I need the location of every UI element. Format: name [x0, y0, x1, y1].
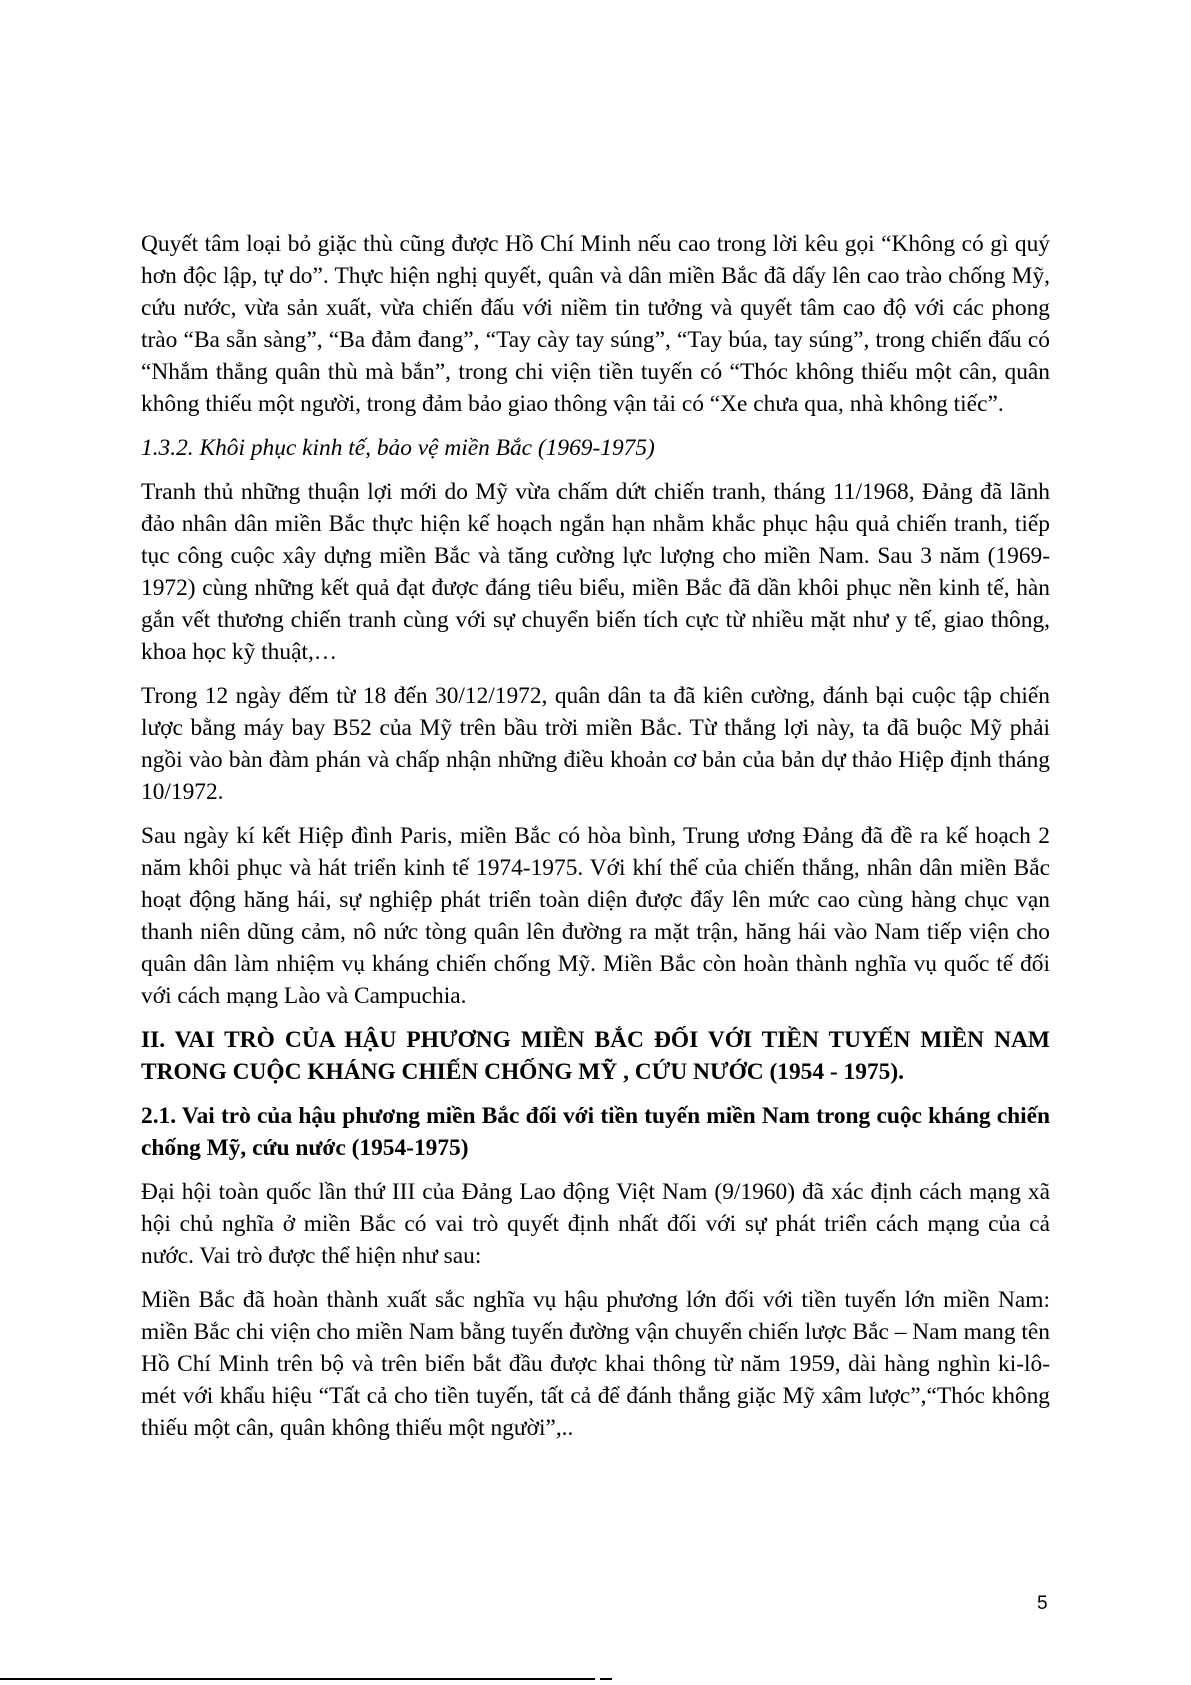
body-paragraph: Đại hội toàn quốc lần thứ III của Đảng Lao động Việt Nam (9/1960) đã xác định cách mạng xã hội chủ nghĩa ở miền Bắc có vai trò quyết định nhất đối với sự phát triển cách mạng của cả nước. Vai trò được thể hiện như sau:: [141, 1179, 1050, 1269]
body-paragraph: Tranh thủ những thuận lợi mới do Mỹ vừa chấm dứt chiến tranh, tháng 11/1968, Đảng đã lãnh đảo nhân dân miền Bắc thực hiện kế hoạch ngắn hạn nhằm khắc phục hậu quả chiến tranh, tiếp tục công cuộc xây dựng miền Bắc và tăng cường lực lượng cho miền Nam. Sau 3 năm (1969-1972) cùng những kết quả đạt được đáng tiêu biểu, miền Bắc đã dần khôi phục nền kinh tế, hàn gắn vết thương chiến tranh cùng với sự chuyển biến tích cực từ nhiều mặt như y tế, giao thông, khoa học kỹ thuật,…: [141, 479, 1050, 665]
section-heading: II. VAI TRÒ CỦA HẬU PHƯƠNG MIỀN BẮC ĐỐI VỚI TIỀN TUYẾN MIỀN NAM TRONG CUỘC KHÁNG CHIẾN CHỐNG MỸ , CỨU NƯỚC (1954 - 1975).: [141, 1027, 1050, 1085]
body-paragraph: Sau ngày kí kết Hiệp đình Paris, miền Bắc có hòa bình, Trung ương Đảng đã đề ra kế hoạch 2 năm khôi phục và hát triển kinh tế 1974-1975. Với khí thế của chiến thắng, nhân dân miền Bắc hoạt động hăng hái, sự nghiệp phát triển toàn diện được đẩy lên mức cao cùng hàng chục vạn thanh niên dũng cảm, nô nức tòng quân lên đường ra mặt trận, hăng hái vào Nam tiếp viện cho quân dân làm nhiệm vụ kháng chiến chống Mỹ. Miền Bắc còn hoàn thành nghĩa vụ quốc tế đối với cách mạng Lào và Campuchia.: [141, 823, 1050, 1009]
subsection-heading-bold: 2.1. Vai trò của hậu phương miền Bắc đối với tiền tuyến miền Nam trong cuộc kháng chiến chống Mỹ, cứu nước (1954-1975): [141, 1103, 1050, 1161]
body-paragraph: Quyết tâm loại bỏ giặc thù cũng được Hồ Chí Minh nếu cao trong lời kêu gọi “Không có gì quý hơn độc lập, tự do”. Thực hiện nghị quyết, quân và dân miền Bắc đã dấy lên cao trào chống Mỹ, cứu nước, vừa sản xuất, vừa chiến đấu với niềm tin tưởng và quyết tâm cao độ với các phong trào “Ba sẵn sàng”, “Ba đảm đang”, “Tay cày tay súng”, “Tay búa, tay súng”, trong chiến đấu có “Nhắm thẳng quân thù mà bắn”, trong chi viện tiền tuyến có “Thóc không thiếu một cân, quân không thiếu một người, trong đảm bảo giao thông vận tải có “Xe chưa qua, nhà không tiếc”.: [141, 231, 1050, 417]
subsection-heading: 1.3.2. Khôi phục kinh tế, bảo vệ miền Bắc (1969-1975): [141, 435, 655, 461]
document-page: [141, 228, 1050, 1444]
body-paragraph: Miền Bắc đã hoàn thành xuất sắc nghĩa vụ hậu phương lớn đối với tiền tuyến lớn miền Nam: miền Bắc chi viện cho miền Nam bằng tuyến đường vận chuyển chiến lược Bắc – Nam mang tên Hồ Chí Minh trên bộ và trên biển bắt đầu được khai thông từ năm 1959, dài hàng nghìn ki-lô-mét với khẩu hiệu “Tất cả cho tiền tuyến, tất cả để đánh thắng giặc Mỹ xâm lược”,“Thóc không thiếu một cân, quân không thiếu một người”,..: [141, 1287, 1050, 1441]
page-number: 5: [1037, 1593, 1048, 1614]
footer-divider: [0, 1678, 595, 1680]
body-paragraph: Trong 12 ngày đếm từ 18 đến 30/12/1972, quân dân ta đã kiên cường, đánh bại cuộc tập chiến lược bằng máy bay B52 của Mỹ trên bầu trời miền Bắc. Từ thắng lợi này, ta đã buộc Mỹ phải ngồi vào bàn đàm phán và chấp nhận những điều khoản cơ bản của bản dự thảo Hiệp định tháng 10/1972.: [141, 683, 1050, 805]
footer-divider-tick: [600, 1678, 612, 1680]
